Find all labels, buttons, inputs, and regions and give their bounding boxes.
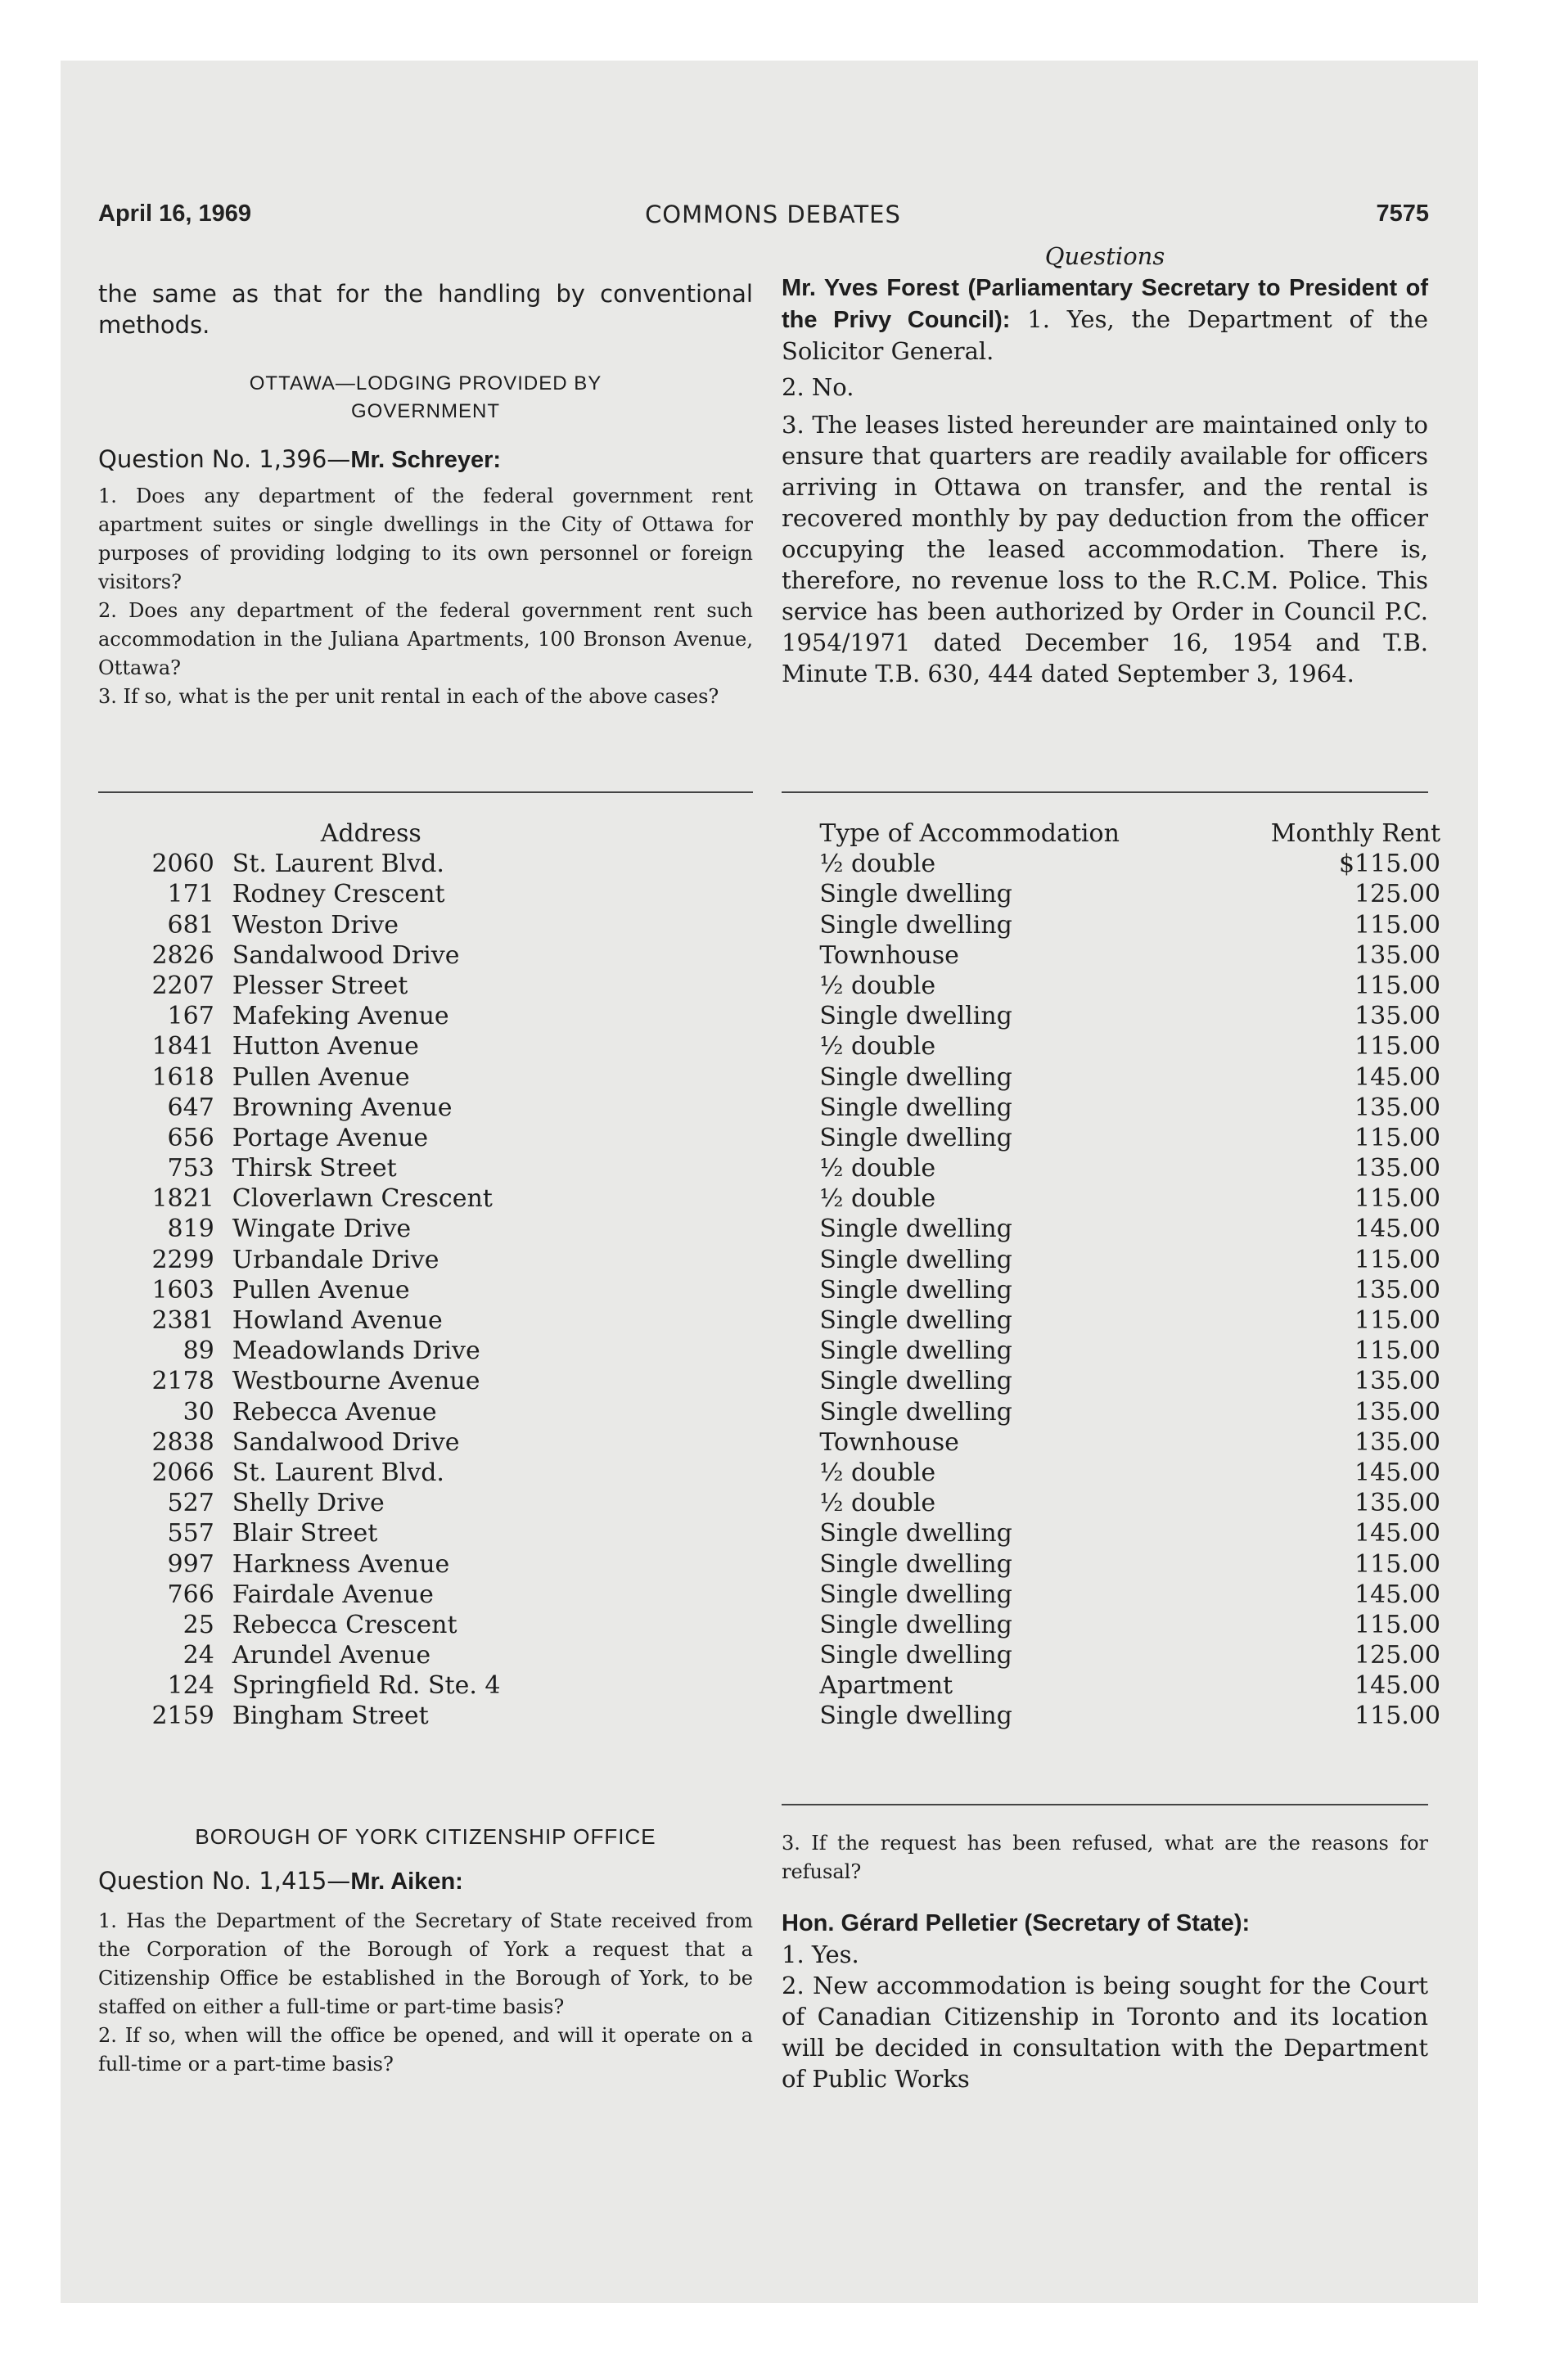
table-row	[98, 1305, 1440, 1336]
pelletier-answer-2: 2. New accommodation is being sought for the Court of Canadian Citizenship in Toronto and its location will be decided in consultation with the Department of Public Works	[782, 1972, 1428, 2093]
address-number: 2207	[151, 971, 214, 1000]
accommodation-type: ½ double	[819, 1184, 936, 1214]
monthly-rent: 115.00	[1354, 1702, 1440, 1731]
address-number: 30	[183, 1397, 214, 1427]
table-row	[98, 1580, 1440, 1610]
ottawa-question-line	[98, 444, 753, 476]
table-row	[98, 1245, 1440, 1275]
street-name: Meadowlands Drive	[232, 1336, 480, 1366]
street-name: Portage Avenue	[232, 1123, 429, 1152]
accommodation-type: Single dwelling	[819, 1397, 1012, 1427]
ottawa-heading: OTTAWA—LODGING PROVIDED BY GOVERNMENT	[249, 372, 602, 422]
table-row	[98, 879, 1440, 909]
york-question-1: 1. Has the Department of the Secretary of State received from the Corporation of the Borough of York a request that a Citizenship Office be established in the Borough of York, to be staffed on either a full-time or part-time basis?	[98, 1909, 753, 2018]
street-name: St. Laurent Blvd.	[232, 850, 444, 879]
accommodation-type: ½ double	[819, 971, 936, 1000]
accommodation-type: Single dwelling	[819, 1336, 1012, 1366]
street-name: Howland Avenue	[232, 1306, 443, 1335]
monthly-rent: 115.00	[1354, 1032, 1440, 1062]
monthly-rent: 115.00	[1354, 1245, 1440, 1274]
accommodation-type: Single dwelling	[819, 1641, 1012, 1670]
forest-answer-1: Mr. Yves Forest (Parliamentary Secretary to President of the Privy Council): 1. Yes, the Department of the Solicitor General.	[782, 275, 1428, 365]
monthly-rent: 145.00	[1354, 1519, 1440, 1548]
accommodation-type: Single dwelling	[819, 1702, 1012, 1731]
address-number: 167	[167, 1002, 214, 1031]
street-name: Browning Avenue	[232, 1093, 453, 1122]
address-number: 2838	[151, 1427, 214, 1457]
rent-header: Monthly Rent	[1270, 819, 1440, 848]
monthly-rent: 135.00	[1354, 1427, 1440, 1457]
table-row	[98, 1518, 1440, 1548]
york-question-member: Mr. Aiken:	[350, 1868, 463, 1895]
address-number: 819	[167, 1215, 214, 1244]
accommodation-type: Single dwelling	[819, 880, 1012, 909]
table-row	[98, 849, 1440, 879]
accommodation-type: Apartment	[819, 1671, 953, 1701]
accommodation-type: ½ double	[819, 1458, 936, 1487]
forest-answer-3: 3. The leases listed hereunder are maintained only to ensure that quarters are readily available for officers arriving in Ottawa on transfer, and the rental is recovered monthly by pay deduction from the officer occupying the leased accommodation. There is, therefore, no revenue loss to the R.C.M. Police. This service has been authorized by Order in Council P.C. 1954/1971 dated December 16, 1954 and T.B. Minute T.B. 630, 444 dated September 3, 1964.	[782, 411, 1428, 687]
address-number: 2826	[151, 940, 214, 970]
monthly-rent: 115.00	[1354, 971, 1440, 1000]
table-row	[98, 1397, 1440, 1427]
street-name: Weston Drive	[232, 910, 399, 940]
accommodation-type: Single dwelling	[819, 1093, 1012, 1122]
table-row	[98, 1153, 1440, 1183]
left-column-lower	[98, 1823, 753, 2079]
ottawa-question-3: 3. If so, what is the per unit rental in each of the above cases?	[98, 685, 719, 708]
accommodation-type: ½ double	[819, 1489, 936, 1518]
table-row	[98, 1366, 1440, 1396]
monthly-rent: 135.00	[1354, 1093, 1440, 1122]
address-number: 2381	[151, 1306, 214, 1335]
address-number: 2060	[151, 850, 214, 879]
monthly-rent: 145.00	[1354, 1062, 1440, 1092]
monthly-rent: 115.00	[1354, 1610, 1440, 1639]
issue-date: April 16, 1969	[98, 201, 251, 227]
street-name: Wingate Drive	[232, 1215, 412, 1244]
table-row	[98, 1001, 1440, 1031]
accommodation-type: Single dwelling	[819, 1002, 1012, 1031]
street-name: St. Laurent Blvd.	[232, 1458, 444, 1487]
table-row	[98, 1062, 1440, 1093]
street-name: Fairdale Avenue	[232, 1580, 434, 1609]
monthly-rent: 145.00	[1354, 1671, 1440, 1701]
street-name: Pullen Avenue	[232, 1062, 410, 1092]
ottawa-question-1: 1. Does any department of the federal government rent apartment suites or single dwellings in the City of Ottawa for purposes of providing lodging to its own personnel or foreign visitors?	[98, 485, 753, 593]
address-number: 997	[167, 1549, 214, 1579]
street-name: Rodney Crescent	[232, 880, 445, 909]
table-row	[98, 1427, 1440, 1458]
street-name: Westbourne Avenue	[232, 1367, 480, 1396]
address-number: 1821	[151, 1184, 214, 1214]
type-header: Type of Accommodation	[819, 819, 1120, 848]
street-name: Shelly Drive	[232, 1489, 385, 1518]
address-number: 1603	[151, 1275, 214, 1305]
table-row	[98, 971, 1440, 1001]
answer-member: Mr. Yves Forest (Parliamentary Secretary to President of the Privy Council):	[782, 275, 1428, 333]
table-row	[98, 1701, 1440, 1731]
address-number: 557	[167, 1519, 214, 1548]
right-column-upper	[782, 241, 1428, 689]
street-name: Arundel Avenue	[232, 1641, 431, 1670]
street-name: Cloverlawn Crescent	[232, 1184, 493, 1214]
address-number: 2159	[151, 1702, 214, 1731]
pelletier-member: Hon. Gérard Pelletier (Secretary of State):	[782, 1910, 1251, 1936]
address-number: 656	[167, 1123, 214, 1152]
street-name: Springfield Rd. Ste. 4	[232, 1671, 501, 1701]
rental-table-body	[98, 849, 1440, 1731]
monthly-rent: 145.00	[1354, 1580, 1440, 1609]
address-number: 2066	[151, 1458, 214, 1487]
address-number: 527	[167, 1489, 214, 1518]
street-name: Bingham Street	[232, 1702, 429, 1731]
table-row	[98, 940, 1440, 971]
accommodation-type: Single dwelling	[819, 1580, 1012, 1609]
table-row	[98, 1183, 1440, 1214]
table-top-rule-left	[98, 791, 753, 793]
monthly-rent: 135.00	[1354, 1367, 1440, 1396]
address-number: 1618	[151, 1062, 214, 1092]
accommodation-type: Single dwelling	[819, 910, 1012, 940]
table-row	[98, 1275, 1440, 1305]
accommodation-type: Single dwelling	[819, 1275, 1012, 1305]
address-header: Address	[320, 819, 421, 848]
table-row	[98, 1549, 1440, 1580]
monthly-rent: 125.00	[1354, 880, 1440, 909]
monthly-rent: 135.00	[1354, 1002, 1440, 1031]
accommodation-type: Single dwelling	[819, 1215, 1012, 1244]
table-row	[98, 1336, 1440, 1366]
table-row	[98, 1031, 1440, 1062]
monthly-rent: 145.00	[1354, 1458, 1440, 1487]
york-question-2: 2. If so, when will the office be opened, and will it operate on a full-time or a part-time basis?	[98, 2024, 753, 2076]
accommodation-type: Single dwelling	[819, 1519, 1012, 1548]
table-row	[98, 1670, 1440, 1701]
pelletier-answer-1: 1. Yes.	[782, 1941, 859, 1968]
address-number: 753	[167, 1154, 214, 1183]
street-name: Sandalwood Drive	[232, 940, 460, 970]
monthly-rent: 135.00	[1354, 1397, 1440, 1427]
table-row	[98, 1458, 1440, 1488]
monthly-rent: 135.00	[1354, 1489, 1440, 1518]
monthly-rent: 115.00	[1354, 1549, 1440, 1579]
york-heading: BOROUGH OF YORK CITIZENSHIP OFFICE	[195, 1824, 656, 1849]
accommodation-type: ½ double	[819, 1154, 936, 1183]
monthly-rent: 135.00	[1354, 1154, 1440, 1183]
left-column-upper	[98, 278, 753, 711]
street-name: Mafeking Avenue	[232, 1002, 449, 1031]
monthly-rent: 115.00	[1354, 1306, 1440, 1335]
monthly-rent: $115.00	[1338, 850, 1440, 879]
monthly-rent: 115.00	[1354, 1123, 1440, 1152]
address-number: 171	[167, 880, 214, 909]
table-row	[98, 1123, 1440, 1153]
accommodation-type: Single dwelling	[819, 1245, 1012, 1274]
address-number: 124	[167, 1671, 214, 1701]
street-name: Rebecca Crescent	[232, 1610, 457, 1639]
accommodation-type: Townhouse	[819, 1427, 959, 1457]
forest-answer-2: 2. No.	[782, 373, 854, 401]
address-number: 681	[167, 910, 214, 940]
table-row	[98, 1093, 1440, 1123]
table-row	[98, 1640, 1440, 1670]
monthly-rent: 145.00	[1354, 1215, 1440, 1244]
street-name: Sandalwood Drive	[232, 1427, 460, 1457]
york-question-label: Question No. 1,415—	[98, 1867, 351, 1895]
monthly-rent: 135.00	[1354, 1275, 1440, 1305]
ottawa-question-label: Question No. 1,396—	[98, 445, 351, 473]
address-number: 89	[183, 1336, 214, 1366]
street-name: Rebecca Avenue	[232, 1397, 437, 1427]
york-question-3: 3. If the request has been refused, what are the reasons for refusal?	[782, 1832, 1428, 1883]
table-row	[98, 910, 1440, 940]
street-name: Plesser Street	[232, 971, 408, 1000]
ottawa-question-2: 2. Does any department of the federal government rent such accommodation in the Juliana Apartments, 100 Bronson Avenue, Ottawa?	[98, 599, 753, 679]
street-name: Pullen Avenue	[232, 1275, 410, 1305]
accommodation-type: ½ double	[819, 850, 936, 879]
table-row	[98, 1488, 1440, 1518]
table-bottom-rule	[782, 1804, 1428, 1805]
journal-title: COMMONS DEBATES	[645, 201, 901, 228]
accommodation-type: Single dwelling	[819, 1123, 1012, 1152]
monthly-rent: 125.00	[1354, 1641, 1440, 1670]
intro-text: the same as that for the handling by conventional methods.	[98, 280, 753, 339]
accommodation-type: Single dwelling	[819, 1549, 1012, 1579]
page-number: 7575	[1376, 201, 1429, 227]
address-number: 647	[167, 1093, 214, 1122]
ottawa-question-member: Mr. Schreyer:	[350, 447, 502, 473]
york-question-line	[98, 1865, 753, 1897]
table-header-row	[98, 818, 1440, 849]
table-top-rule-right	[782, 791, 1428, 793]
street-name: Urbandale Drive	[232, 1245, 439, 1274]
accommodation-type: Single dwelling	[819, 1306, 1012, 1335]
accommodation-type: Townhouse	[819, 940, 959, 970]
street-name: Hutton Avenue	[232, 1032, 419, 1062]
accommodation-type: Single dwelling	[819, 1367, 1012, 1396]
address-number: 766	[167, 1580, 214, 1609]
right-column-lower	[782, 1829, 1428, 2094]
monthly-rent: 115.00	[1354, 1336, 1440, 1366]
monthly-rent: 115.00	[1354, 1184, 1440, 1214]
address-number: 25	[183, 1610, 214, 1639]
monthly-rent: 115.00	[1354, 910, 1440, 940]
accommodation-type: Single dwelling	[819, 1610, 1012, 1639]
accommodation-type: Single dwelling	[819, 1062, 1012, 1092]
table-row	[98, 1214, 1440, 1244]
address-number: 2178	[151, 1367, 214, 1396]
street-name: Blair Street	[232, 1519, 378, 1548]
rental-table	[98, 818, 1440, 1732]
section-label: Questions	[1044, 242, 1165, 270]
address-number: 2299	[151, 1245, 214, 1274]
street-name: Harkness Avenue	[232, 1549, 450, 1579]
street-name: Thirsk Street	[232, 1154, 397, 1183]
address-number: 24	[183, 1641, 214, 1670]
monthly-rent: 135.00	[1354, 940, 1440, 970]
table-row	[98, 1610, 1440, 1640]
accommodation-type: ½ double	[819, 1032, 936, 1062]
address-number: 1841	[151, 1032, 214, 1062]
